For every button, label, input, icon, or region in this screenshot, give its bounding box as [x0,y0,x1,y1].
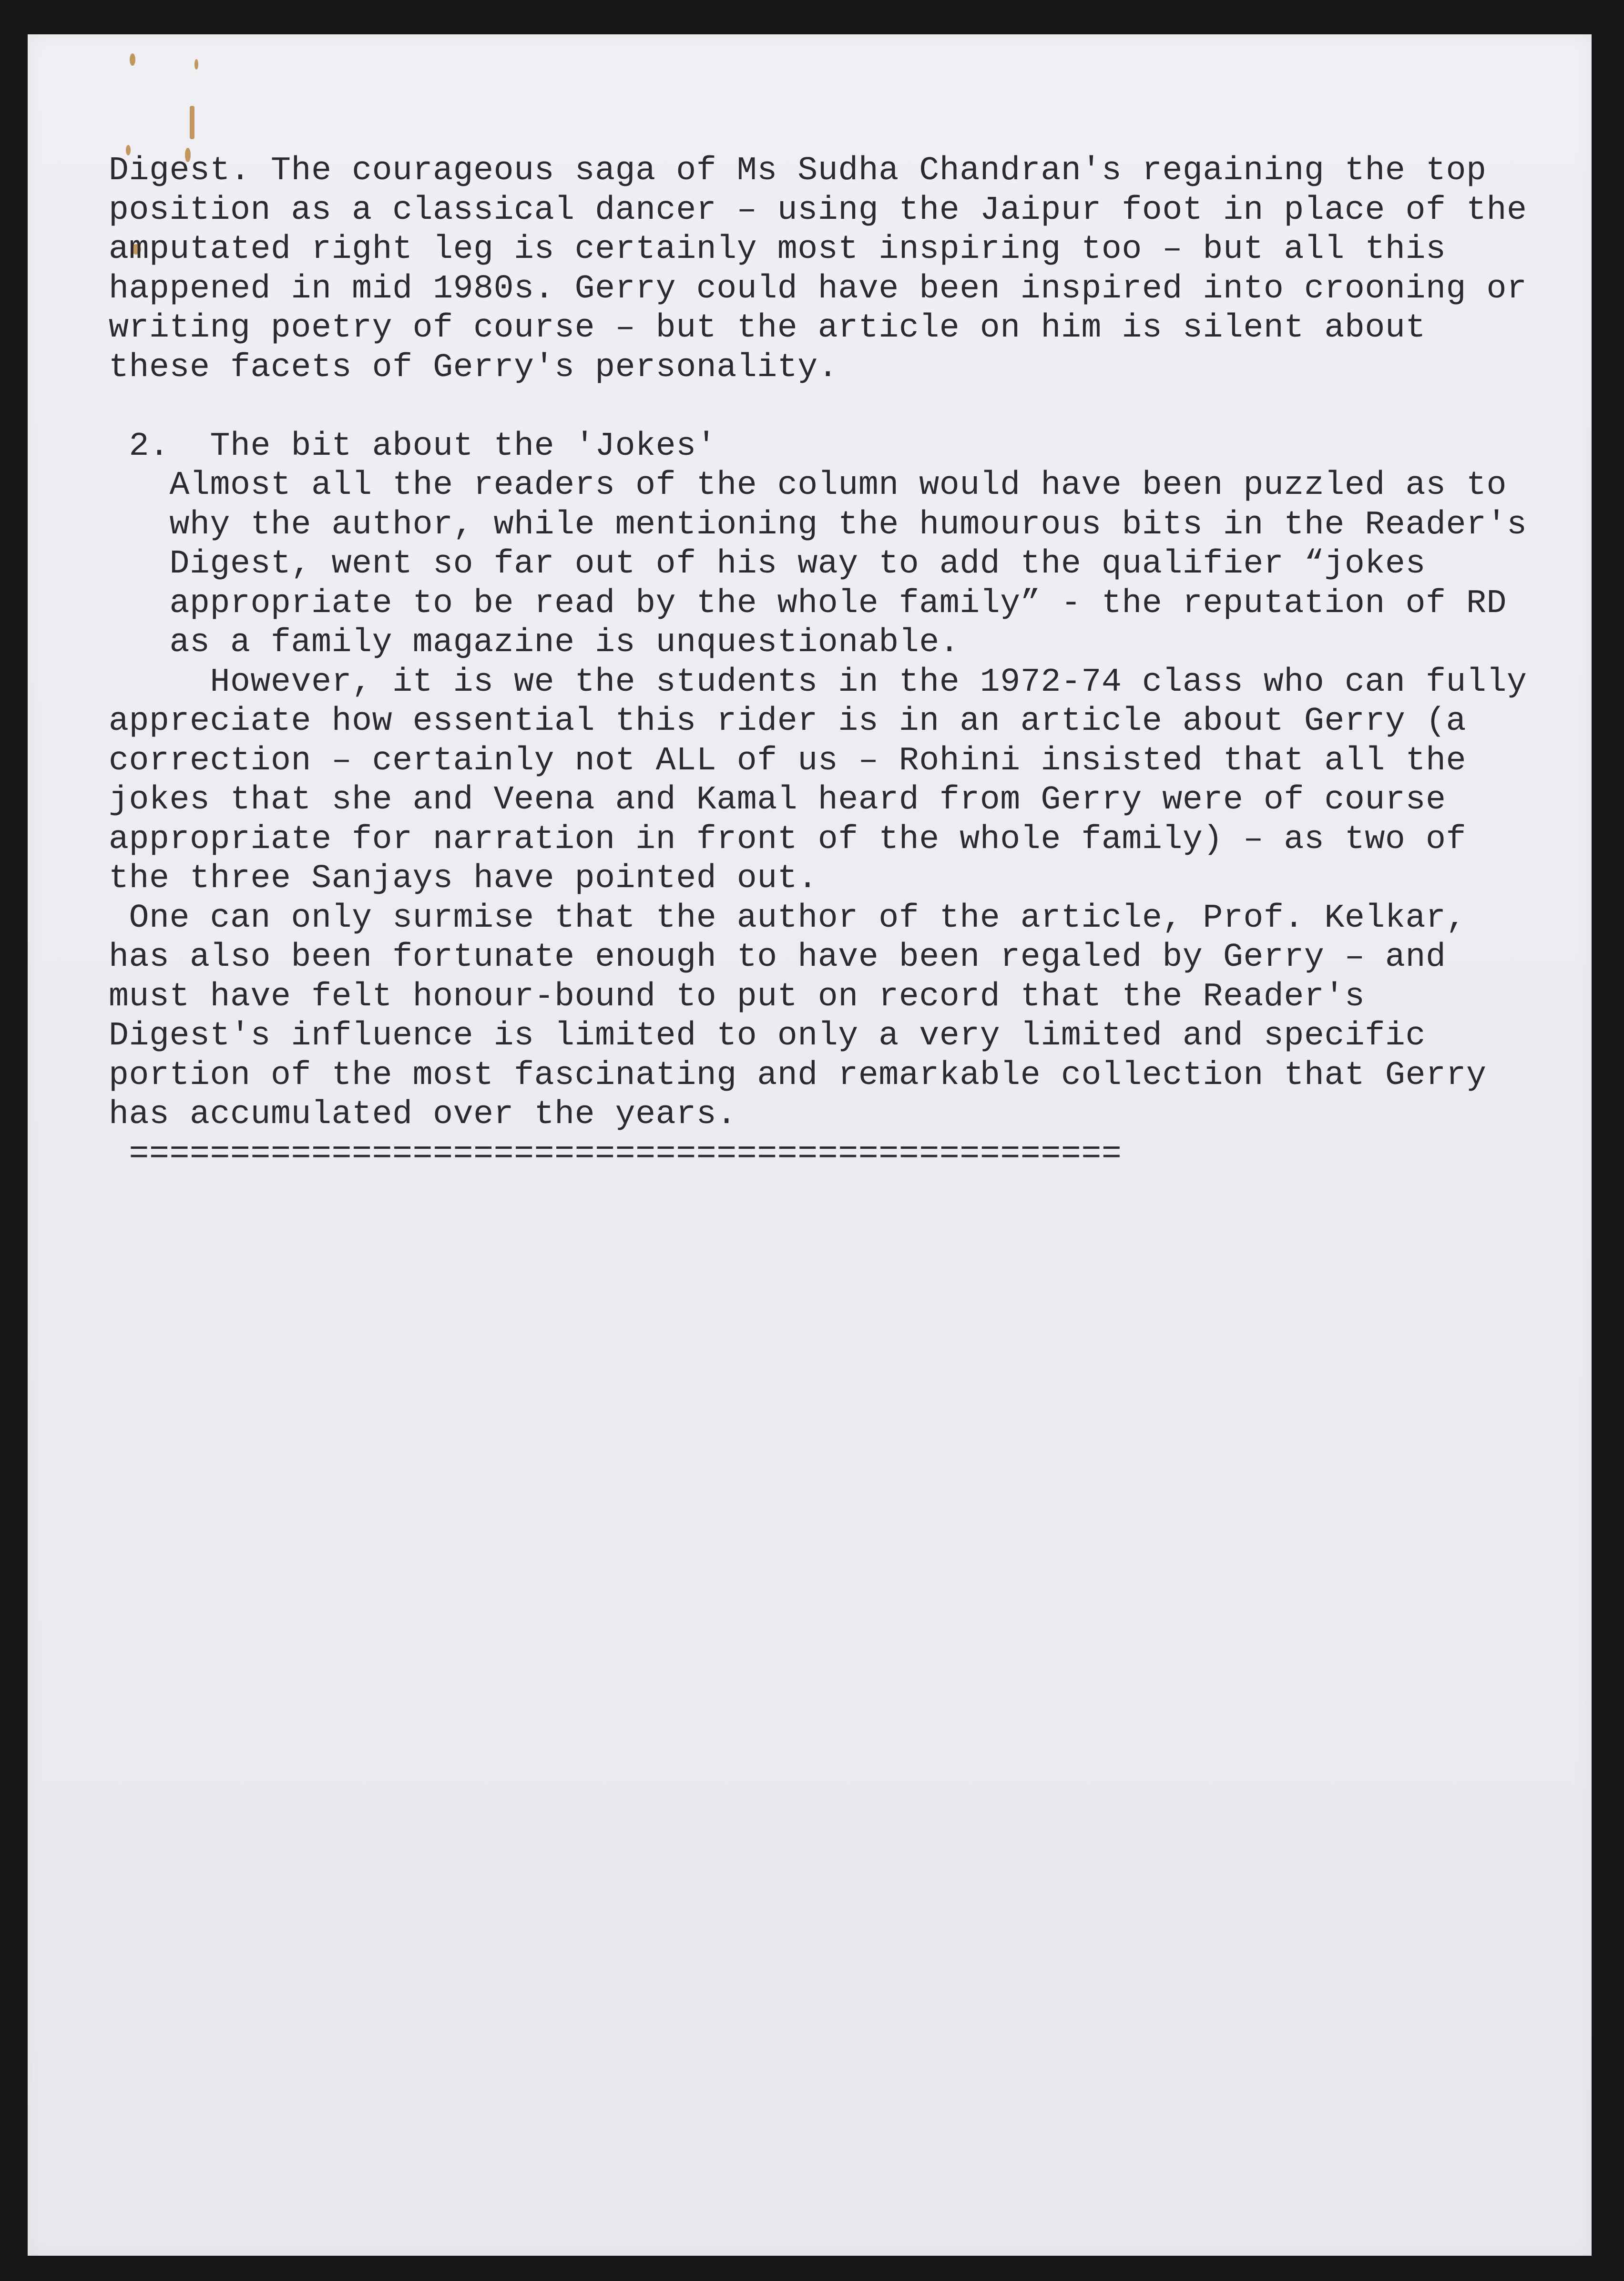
text-line: appropriate for narration in front of the whole family) – as two of [109,820,1466,859]
text-line: these facets of Gerry's personality. [109,348,838,387]
text-line: appropriate to be read by the whole family” - the reputation of RD [109,584,1507,623]
staple-stain [130,53,135,66]
text-line: the three Sanjays have pointed out. [109,860,818,898]
paragraph-kelkar-surmise [109,899,1563,1135]
text-line: amputated right leg is certainly most inspiring too – but all this [109,231,1446,268]
staple-stain [194,59,198,70]
staple-stain [190,106,194,139]
text-line: has accumulated over the years. [109,1096,737,1134]
paragraph-students-rider [109,663,1563,899]
text-line: correction – certainly not ALL of us – Rohini insisted that all the [109,742,1466,780]
text-line: why the author, while mentioning the humourous bits in the Reader's [109,506,1527,544]
text-line: appreciate how essential this rider is in an article about Gerry (a [109,703,1466,740]
text-line: One can only surmise that the author of the article, Prof. Kelkar, [109,899,1466,937]
text-line: Digest, went so far out of his way to add the qualifier “jokes [109,545,1426,583]
separator-rule: ================================================= [109,1135,1122,1173]
text-line: Digest's influence is limited to only a very limited and specific [109,1017,1426,1055]
paragraph-gerry-inspiration [109,152,1563,388]
text-line: writing poetry of course – but the article on him is silent about [109,309,1426,347]
section-heading-jokes: 2. The bit about the 'Jokes' [109,427,717,465]
text-line: Digest. The courageous saga of Ms Sudha Chandran's regaining the top [109,152,1487,190]
text-line: must have felt honour-bound to put on record that the Reader's [109,978,1365,1016]
text-line: happened in mid 1980s. Gerry could have been inspired into crooning or [109,270,1527,308]
text-line: as a family magazine is unquestionable. [109,624,960,662]
text-line: jokes that she and Veena and Kamal heard from Gerry were of course [109,781,1446,819]
paragraph-jokes-qualifier [109,466,1563,663]
spacer [109,388,1563,427]
text-line: However, it is we the students in the 1972-74 class who can fully [109,663,1527,701]
text-line: Almost all the readers of the column would have been puzzled as to [109,467,1507,504]
text-line: has also been fortunate enough to have been regaled by Gerry – and [109,939,1446,976]
document-body [109,152,1563,1174]
text-line: portion of the most fascinating and remarkable collection that Gerry [109,1056,1487,1094]
text-line: position as a classical dancer – using the Jaipur foot in place of the [109,191,1527,229]
